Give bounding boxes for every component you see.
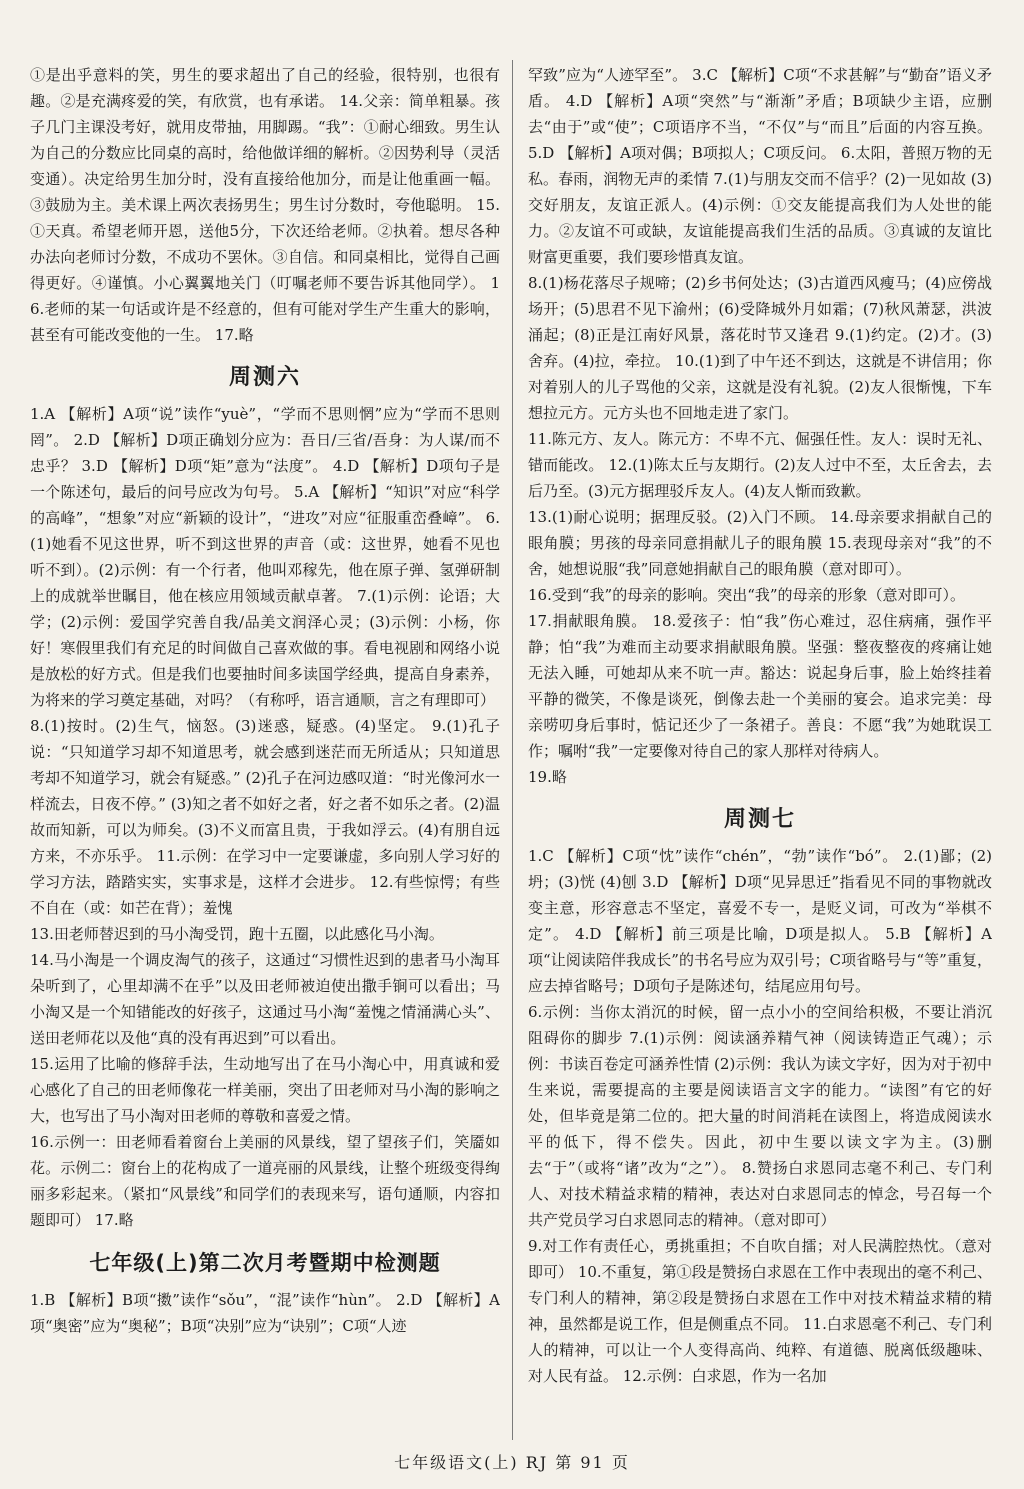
answer-paragraph: 19.略 (528, 768, 567, 786)
answer-paragraph: 15.运用了比喻的修辞手法，生动地写出了在马小淘心中，用真诚和爱心感化了自己的田老师像花一样美丽，突出了田老师对马小淘的影响之大，也写出了马小淘对田老师的尊敬和喜爱之情。 (30, 1055, 500, 1125)
answer-paragraph: 1.B 【解析】B项“擞”读作“sǒu”，“混”读作“hùn”。 2.D 【解析】A项“奥密”应为“奥秘”；B项“决别”应为“诀别”；C项“人迹 (30, 1291, 500, 1335)
answer-paragraph: 17.捐献眼角膜。 18.爱孩子：怕“我”伤心难过，忍住病痛，强作平静；怕“我”为难而主动要求捐献眼角膜。坚强：整夜整夜的疼痛让她无法入睡，可她却从来不吭一声。豁达：说起身后事，脸上始终挂着平静的微笑，不像是谈死，倒像去赴一个美丽的宴会。追求完美：母亲唠叨身后事时，惦记还少了一条裙子。善良：不愿“我”为她耽误工作；嘱咐“我”一定要像对待自己的家人那样对待病人。 (528, 612, 992, 760)
answer-paragraph: 8.(1)按时。(2)生气，恼怒。(3)迷惑，疑惑。(4)坚定。 9.(1)孔子说：“只知道学习却不知道思考，就会感到迷茫而无所适从；只知道思考却不知道学习，就会有疑惑。” (2)孔子在河边感叹道：“时光像河水一样流去，日夜不停。” (3)知之者不如好之者，好之者不如乐之者。(2)温故而知新，可以为师矣。(3)不义而富且贵，于我如浮云。(4)有朋自远方来，不亦乐乎。 11.示例：在学习中一定要谦虚，多向别人学习好的学习方法，踏踏实实，实事求是，这样才会进步。 12.有些惊愕；有些不自在（或：如芒在背）；羞愧 (30, 717, 500, 917)
answer-paragraph: 1.A 【解析】A项“说”读作“yuè”，“学而不思则惘”应为“学而不思则罔”。 2.D 【解析】D项正确划分应为：吾日/三省/吾身：为人谋/而不忠乎？ 3.D 【解析】D项“矩”意为“法度”。 4.D 【解析】D项句子是一个陈述句，最后的问号应改为句号。 5.A 【解析】“知识”对应“科学的高峰”，“想象”对应“新颖的设计”，“进攻”对应“征服重峦叠嶂”。 6.(1)她看不见这世界，听不到这世界的声音（或：这世界，她看不见也听不到）。(2)示例：有一个行者，他叫邓稼先，他在原子弹、氢弹研制上的成就举世瞩目，他在核应用领域贡献卓著。 7.(1)示例：论语；大学；(2)示例：爱国学究善自我/品美文润泽心灵；(3)示例：小杨，你好！寒假里我们有充足的时间做自己喜欢做的事。看电视剧和网络小说是放松的好方式。但是我们也要抽时间多读国学经典，提高自身素养，为将来的学习奠定基础，对吗？（有称呼，语言通顺，言之有理即可） (30, 405, 500, 709)
answer-paragraph: 8.(1)杨花落尽子规啼；(2)乡书何处达；(3)古道西风瘦马；(4)应傍战场开；(5)思君不见下渝州；(6)受降城外月如霜；(7)秋风萧瑟，洪波涌起；(8)正是江南好风景，落花时节又逢君 9.(1)约定。(2)才。(3)舍弃。(4)拉，牵拉。 10.(1)到了中午还不到达，这就是不讲信用；你对着别人的儿子骂他的父亲，这就是没有礼貌。(2)友人很惭愧，下车想拉元方。元方头也不回地走进了家门。 (528, 274, 992, 422)
answer-paragraph: 13.(1)耐心说明；据理反驳。(2)入门不顾。 14.母亲要求捐献自己的眼角膜；男孩的母亲同意捐献儿子的眼角膜 15.表现母亲对“我”的不舍，她想说服“我”同意她捐献自己的眼角膜（意对即可）。 (528, 508, 992, 578)
page-footer: 七年级语文(上) RJ 第 91 页 (394, 1453, 630, 1472)
answer-paragraph: 1.C 【解析】C项“忱”读作“chén”，“勃”读作“bó”。 2.(1)鄙；(2)坍；(3)恍 (4)刨 3.D 【解析】D项“见异思迁”指看见不同的事物就改变主意，形容意志不坚定，喜爱不专一，是贬义词，可改为“举棋不定”。 4.D 【解析】前三项是比喻，D项是拟人。 5.B 【解析】A项“让阅读陪伴我成长”的书名号应为双引号；C项省略号与“等”重复，应去掉省略号；D项句子是陈述句，结尾应用句号。 (528, 847, 992, 995)
answer-paragraph: 13.田老师替迟到的马小淘受罚，跑十五圈，以此感化马小淘。 (30, 925, 444, 943)
section-title: 周测七 (723, 807, 796, 832)
column-divider (512, 60, 513, 1440)
answer-paragraph: 11.陈元方、友人。陈元方：不卑不亢、倔强任性。友人：误时无礼、错而能改。 12.(1)陈太丘与友期行。(2)友人过中不至，太丘舍去，去后乃至。(3)元方据理驳斥友人。(4)友人惭而致歉。 (528, 430, 992, 500)
answer-paragraph: ①是出乎意料的笑，男生的要求超出了自己的经验，很特别，也很有趣。②是充满疼爱的笑，有欣赏，也有承诺。 14.父亲：简单粗暴。孩子几门主课没考好，就用皮带抽，用脚踢。“我”：①耐心细致。男生认为自己的分数应比同桌的高时，给他做详细的解析。②因势利导（灵活变通）。决定给男生加分时，没有直接给他加分，而是让他重画一幅。③鼓励为主。美术课上两次表扬男生；男生讨分数时，夸他聪明。 15.①天真。希望老师开恩，送他5分，下次还给老师。②执着。想尽各种办法向老师讨分数，不成功不罢休。③自信。和同桌相比，觉得自己画得更好。④谨慎。小心翼翼地关门（叮嘱老师不要告诉其他同学）。 16.老师的某一句话或许是不经意的，但有可能对学生产生重大的影响，甚至有可能改变他的一生。 17.略 (30, 66, 500, 344)
left-column (30, 62, 500, 1442)
answer-paragraph: 14.马小淘是一个调皮淘气的孩子，这通过“习惯性迟到的患者马小淘耳朵听到了，心里却满不在乎”以及田老师被迫使出撒手锏可以看出；马小淘又是一个知错能改的好孩子，这通过马小淘“羞愧之情涌满心头”、送田老师花以及他“真的没有再迟到”可以看出。 (30, 951, 500, 1047)
right-column (528, 62, 992, 1442)
section-title: 七年级(上)第二次月考暨期中检测题 (89, 1251, 441, 1275)
answer-paragraph: 16.示例一：田老师看着窗台上美丽的风景线，望了望孩子们，笑靥如花。示例二：窗台上的花构成了一道亮丽的风景线，让整个班级变得绚丽多彩起来。（紧扣“风景线”和同学们的表现来写，语句通顺，内容扣题即可） 17.略 (30, 1133, 500, 1229)
answer-paragraph: 罕致”应为“人迹罕至”。 3.C 【解析】C项“不求甚解”与“勤奋”语义矛盾。 4.D 【解析】A项“突然”与“渐渐”矛盾；B项缺少主语，应删去“由于”或“使”；C项语序不当，“不仅”与“而且”后面的内容互换。 5.D 【解析】A项对偶；B项拟人；C项反问。 6.太阳，普照万物的无私。春雨，润物无声的柔情 7.(1)与朋友交而不信乎？(2)一见如故 (3)交好朋友，友谊正派人。(4)示例：①交友能提高我们为人处世的能力。②友谊不可或缺，友谊能提高我们生活的品质。③真诚的友谊比财富更重要，我们要珍惜真友谊。 (528, 66, 992, 266)
answer-paragraph: 6.示例：当你太消沉的时候，留一点小小的空间给积极，不要让消沉阻碍你的脚步 7.(1)示例：阅读涵养精气神（阅读铸造正气魂）；示例：书读百卷定可涵养性情 (2)示例：我认为读文字好，因为对于初中生来说，需要提高的主要是阅读语言文字的能力。“读图”有它的好处，但毕竟是第二位的。把大量的时间消耗在读图上，将造成阅读水平的低下，得不偿失。因此，初中生要以读文字为主。(3)删去“于”（或将“诸”改为“之”）。 8.赞扬白求恩同志毫不利己、专门利人、对技术精益求精的精神，表达对白求恩同志的悼念，号召每一个共产党员学习白求恩同志的精神。（意对即可） (528, 1003, 992, 1229)
section-title: 周测六 (228, 365, 301, 390)
answer-paragraph: 9.对工作有责任心，勇挑重担；不自吹自擂；对人民满腔热忱。（意对即可） 10.不重复，第①段是赞扬白求恩在工作中表现出的毫不利己、专门利人的精神，第②段是赞扬白求恩在工作中对技术精益求精的精神，虽然都是说工作，但是侧重点不同。 11.白求恩毫不利己、专门利人的精神，可以让一个人变得高尚、纯粹、有道德、脱离低级趣味、对人民有益。 12.示例：白求恩，作为一名加 (528, 1237, 992, 1385)
answer-paragraph: 16.受到“我”的母亲的影响。突出“我”的母亲的形象（意对即可）。 (528, 586, 966, 604)
